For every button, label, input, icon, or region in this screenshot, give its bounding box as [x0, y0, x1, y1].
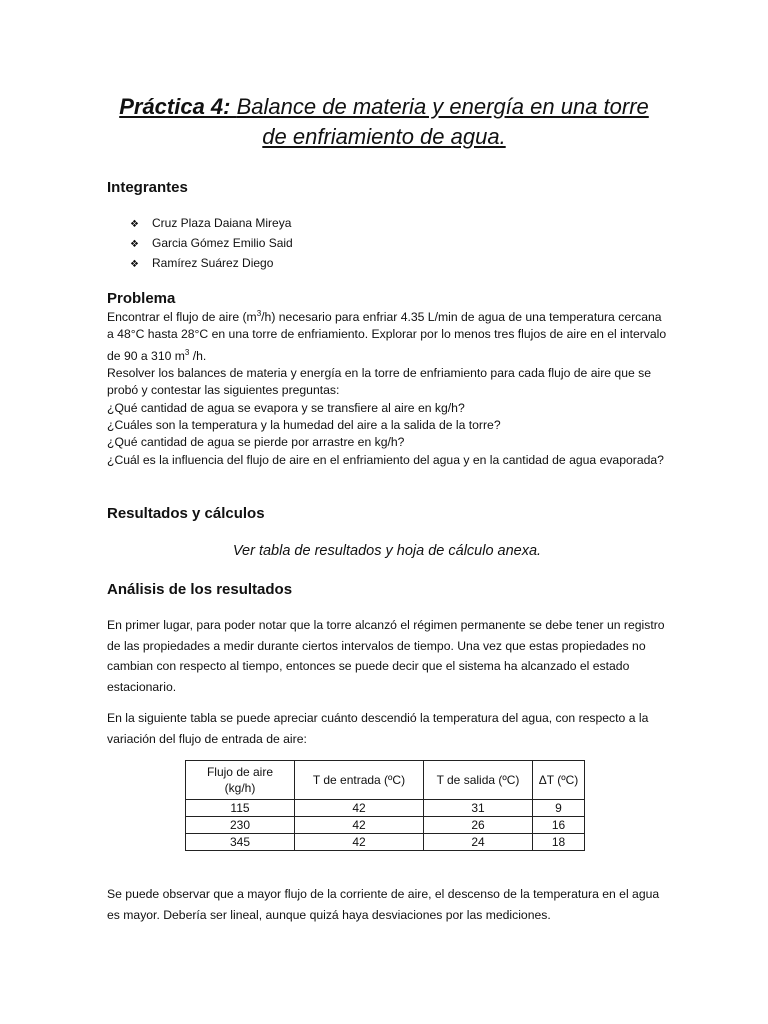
- table-cell: 26: [424, 817, 533, 834]
- problema-heading: Problema: [107, 290, 176, 307]
- question-2: ¿Cuáles son la temperatura y la humedad del aire a la salida de la torre?: [107, 417, 501, 432]
- list-item: ❖ Garcia Gómez Emilio Said: [130, 233, 293, 253]
- title-practice: Práctica 4:: [119, 94, 231, 119]
- results-table: [185, 760, 585, 851]
- table-cell: 24: [424, 834, 533, 851]
- analysis-paragraph-2: En la siguiente tabla se puede apreciar cuánto descendió la temperatura del agua, con respecto a la variación del flujo de entrada de aire:: [107, 711, 649, 746]
- diamond-bullet-icon: ❖: [130, 259, 139, 270]
- question-1: ¿Qué cantidad de agua se evapora y se transfiere al aire en kg/h?: [107, 400, 465, 415]
- column-header: Flujo de aire (kg/h): [186, 761, 295, 800]
- analysis-paragraph-1: En primer lugar, para poder notar que la torre alcanzó el régimen permanente se debe tener un registro de las propiedades a medir durante ciertos intervalos de tiempo. Una vez que estas propiedades no cambian con respecto al tiempo, entonces se puede decir que el sistema ha alcanzado el estado estacionario.: [107, 618, 665, 694]
- table-cell: 345: [186, 834, 295, 851]
- column-header: ΔT (ºC): [533, 761, 585, 800]
- table-row: [186, 800, 585, 817]
- integrantes-heading: Integrantes: [107, 179, 188, 196]
- resultados-heading: Resultados y cálculos: [107, 505, 265, 522]
- table-cell: 115: [186, 800, 295, 817]
- analisis-heading: Análisis de los resultados: [107, 581, 293, 598]
- table-cell: 31: [424, 800, 533, 817]
- table-row: [186, 834, 585, 851]
- title-line1: Balance de materia y energía en una torre: [236, 94, 649, 119]
- title-line2: de enfriamiento de agua.: [262, 124, 506, 149]
- table-cell: 9: [533, 800, 585, 817]
- table-cell: 42: [295, 800, 424, 817]
- table-cell: 230: [186, 817, 295, 834]
- list-item: ❖ Cruz Plaza Daiana Mireya: [130, 213, 293, 233]
- table-cell: 42: [295, 834, 424, 851]
- annex-note: Ver tabla de resultados y hoja de cálculo anexa.: [232, 543, 542, 559]
- document-title: [90, 92, 678, 152]
- table-header-row: [186, 761, 585, 800]
- diamond-bullet-icon: ❖: [130, 219, 139, 230]
- problem-statement: Encontrar el flujo de aire $(m^3/h)$ necesario para enfriar 4.35 L/min de agua de una temperatura cercana a 48°C hasta 28°C en una torre de enfriamiento. Explorar por lo menos tres flujos de aire en el intervalo de 90 a 310 $m^3$ /h.: [107, 309, 667, 363]
- problem-text: [107, 305, 667, 469]
- list-item: ❖ Ramírez Suárez Diego: [130, 253, 293, 273]
- table-cell: 16: [533, 817, 585, 834]
- column-header: T de salida (ºC): [424, 761, 533, 800]
- table-cell: 42: [295, 817, 424, 834]
- problem-instructions: Resolver los balances de materia y energía en la torre de enfriamiento para cada flujo de aire que se probó y contestar las siguientes preguntas:: [107, 366, 652, 398]
- members-list: [130, 213, 293, 273]
- diamond-bullet-icon: ❖: [130, 239, 139, 250]
- analysis-paragraph-3: Se puede observar que a mayor flujo de la corriente de aire, el descenso de la temperatura en el agua es mayor. Debería ser lineal, aunque quizá haya desviaciones por las mediciones.: [107, 887, 660, 922]
- column-header: T de entrada (ºC): [295, 761, 424, 800]
- table-row: [186, 817, 585, 834]
- table-cell: 18: [533, 834, 585, 851]
- question-3: ¿Qué cantidad de agua se pierde por arrastre en kg/h?: [107, 435, 405, 450]
- question-4: ¿Cuál es la influencia del flujo de aire en el enfriamiento del agua y en la cantidad de agua evaporada?: [107, 452, 664, 467]
